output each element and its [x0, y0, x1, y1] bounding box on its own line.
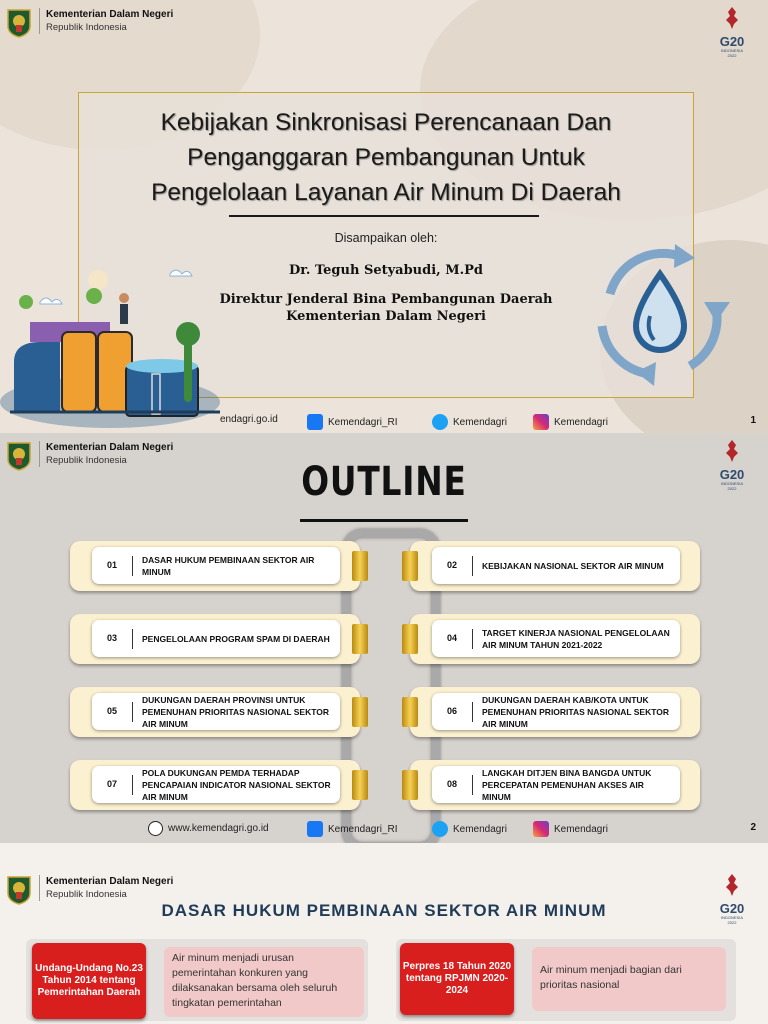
- twitter-text: Kemendagri: [453, 416, 507, 428]
- title-line-3: Pengelolaan Layanan Air Minum Di Daerah: [151, 179, 621, 206]
- facebook-icon: [307, 414, 323, 430]
- slide-1-footer: [0, 412, 768, 433]
- item-label: TARGET KINERJA NASIONAL PENGELOLAAN AIR MINUM TAHUN 2021-2022: [482, 627, 670, 650]
- title-line-2: Penganggaran Pembangunan Untuk: [187, 144, 585, 171]
- outline-item-03[interactable]: [70, 614, 360, 664]
- item-label: KEBIJAKAN NASIONAL SEKTOR AIR MINUM: [482, 560, 664, 571]
- facebook-text: Kemendagri_RI: [328, 416, 398, 428]
- twitter-link[interactable]: [432, 821, 507, 837]
- outline-item-05[interactable]: [70, 687, 360, 737]
- item-number: 08: [446, 779, 457, 789]
- g20-emblem-icon: [722, 6, 742, 30]
- g20-text: G20: [719, 34, 745, 49]
- ministry-header: [6, 8, 173, 38]
- item-number: 02: [446, 560, 457, 570]
- instagram-text: Kemendagri: [554, 416, 608, 428]
- outline-item-02[interactable]: [410, 541, 700, 591]
- g20-country: INDONESIA: [720, 481, 743, 486]
- g20-year: 2022: [727, 920, 737, 925]
- facebook-text: Kemendagri_RI: [328, 823, 398, 835]
- instagram-text: Kemendagri: [554, 823, 608, 835]
- law-2-title: Perpres 18 Tahun 2020 tentang RPJMN 2020-2024: [400, 943, 514, 1015]
- slide-3: [0, 843, 768, 1024]
- facebook-link[interactable]: [307, 821, 397, 837]
- gold-connector: [352, 551, 368, 581]
- instagram-link[interactable]: [533, 821, 608, 837]
- item-number: 05: [106, 706, 117, 716]
- item-label: LANGKAH DITJEN BINA BANGDA UNTUK PERCEPATAN PEMENUHAN AKSES AIR MINUM: [482, 767, 652, 802]
- globe-icon: [148, 821, 163, 836]
- outline-item-01[interactable]: [70, 541, 360, 591]
- outline-item-06[interactable]: [410, 687, 700, 737]
- ministry-crest-icon: [6, 8, 32, 38]
- item-label: POLA DUKUNGAN PEMDA TERHADAP PENCAPAIAN INDICATOR NASIONAL SEKTOR AIR MINUM: [142, 767, 331, 802]
- item-label: PENGELOLAAN PROGRAM SPAM DI DAERAH: [142, 633, 330, 644]
- slide-1: [0, 0, 768, 433]
- twitter-text: Kemendagri: [453, 823, 507, 835]
- ministry-crest-icon: [6, 441, 32, 471]
- facebook-link[interactable]: [307, 414, 397, 430]
- item-number: 04: [446, 633, 457, 643]
- gold-connector: [352, 624, 368, 654]
- g20-emblem-icon: [722, 439, 742, 463]
- g20-text: G20: [719, 901, 745, 916]
- gold-connector: [402, 624, 418, 654]
- presented-by: Disampaikan oleh:: [334, 231, 438, 245]
- title-line-1: Kebijakan Sinkronisasi Perencanaan Dan: [160, 109, 612, 136]
- item-label: DASAR HUKUM PEMBINAAN SEKTOR AIR MINUM: [142, 554, 315, 577]
- gold-connector: [402, 551, 418, 581]
- law-2-description: Air minum menjadi bagian dari prioritas nasional: [532, 947, 726, 1011]
- outline-item-08[interactable]: [410, 760, 700, 810]
- website-link[interactable]: [148, 821, 269, 836]
- law-1-title: Undang-Undang No.23 Tahun 2014 tentang Pemerintahan Daerah: [32, 943, 146, 1019]
- g20-country: INDONESIA: [720, 915, 743, 920]
- g20-country: INDONESIA: [720, 48, 743, 53]
- item-number: 01: [106, 560, 117, 570]
- twitter-link[interactable]: [432, 414, 507, 430]
- outline-underline: [300, 519, 468, 522]
- page-number: 1: [750, 415, 756, 426]
- instagram-link[interactable]: [533, 414, 608, 430]
- website-text: www.kemendagri.go.id: [168, 823, 269, 834]
- website-text: endagri.go.id: [220, 414, 278, 425]
- item-number: 03: [106, 633, 117, 643]
- slide-2-footer: [0, 819, 768, 841]
- title-underline: [229, 215, 539, 217]
- item-number: 07: [106, 779, 117, 789]
- gold-connector: [402, 697, 418, 727]
- position-line-2: Kementerian Dalam Negeri: [286, 309, 486, 324]
- ministry-subtitle: Republik Indonesia: [46, 889, 127, 900]
- gold-connector: [352, 697, 368, 727]
- twitter-icon: [432, 414, 448, 430]
- law-1-description: Air minum menjadi urusan pemerintahan konkuren yang dilaksanakan bersama oleh seluruh tingkatan pemerintahan: [164, 947, 364, 1017]
- item-label: DUKUNGAN DAERAH PROVINSI UNTUK PEMENUHAN PRIORITAS NASIONAL SEKTOR AIR MINUM: [142, 694, 330, 729]
- ministry-name: Kementerian Dalam Negeri: [46, 9, 174, 20]
- item-number: 06: [446, 706, 457, 716]
- slide-2: [0, 433, 768, 843]
- g20-emblem-icon: [722, 873, 742, 897]
- ministry-subtitle: Republik Indonesia: [46, 455, 127, 466]
- outline-item-07[interactable]: [70, 760, 360, 810]
- water-cycle-icon: [580, 234, 740, 394]
- g20-text: G20: [719, 467, 745, 482]
- ministry-name: Kementerian Dalam Negeri: [46, 876, 174, 887]
- twitter-icon: [432, 821, 448, 837]
- water-treatment-illustration: [0, 262, 232, 428]
- facebook-icon: [307, 821, 323, 837]
- gold-connector: [352, 770, 368, 800]
- website-link[interactable]: [220, 414, 278, 425]
- slide-title: [79, 105, 693, 210]
- section-title: DASAR HUKUM PEMBINAAN SEKTOR AIR MINUM: [161, 901, 607, 920]
- g20-year: 2022: [727, 486, 737, 491]
- position-line-1: Direktur Jenderal Bina Pembangunan Daerah: [219, 292, 553, 307]
- g20-logo: [714, 439, 750, 491]
- instagram-icon: [533, 414, 549, 430]
- page-number: 2: [750, 822, 756, 833]
- outline-item-04[interactable]: [410, 614, 700, 664]
- instagram-icon: [533, 821, 549, 837]
- gold-connector: [402, 770, 418, 800]
- presenter-name: Dr. Teguh Setyabudi, M.Pd: [289, 263, 483, 278]
- item-label: DUKUNGAN DAERAH KAB/KOTA UNTUK PEMENUHAN PRIORITAS NASIONAL SEKTOR AIR MINUM: [482, 694, 670, 729]
- outline-title: OUTLINE: [301, 459, 467, 505]
- g20-year: 2022: [727, 53, 737, 58]
- g20-logo: [714, 6, 750, 58]
- ministry-name: Kementerian Dalam Negeri: [46, 442, 174, 453]
- ministry-subtitle: Republik Indonesia: [46, 22, 127, 33]
